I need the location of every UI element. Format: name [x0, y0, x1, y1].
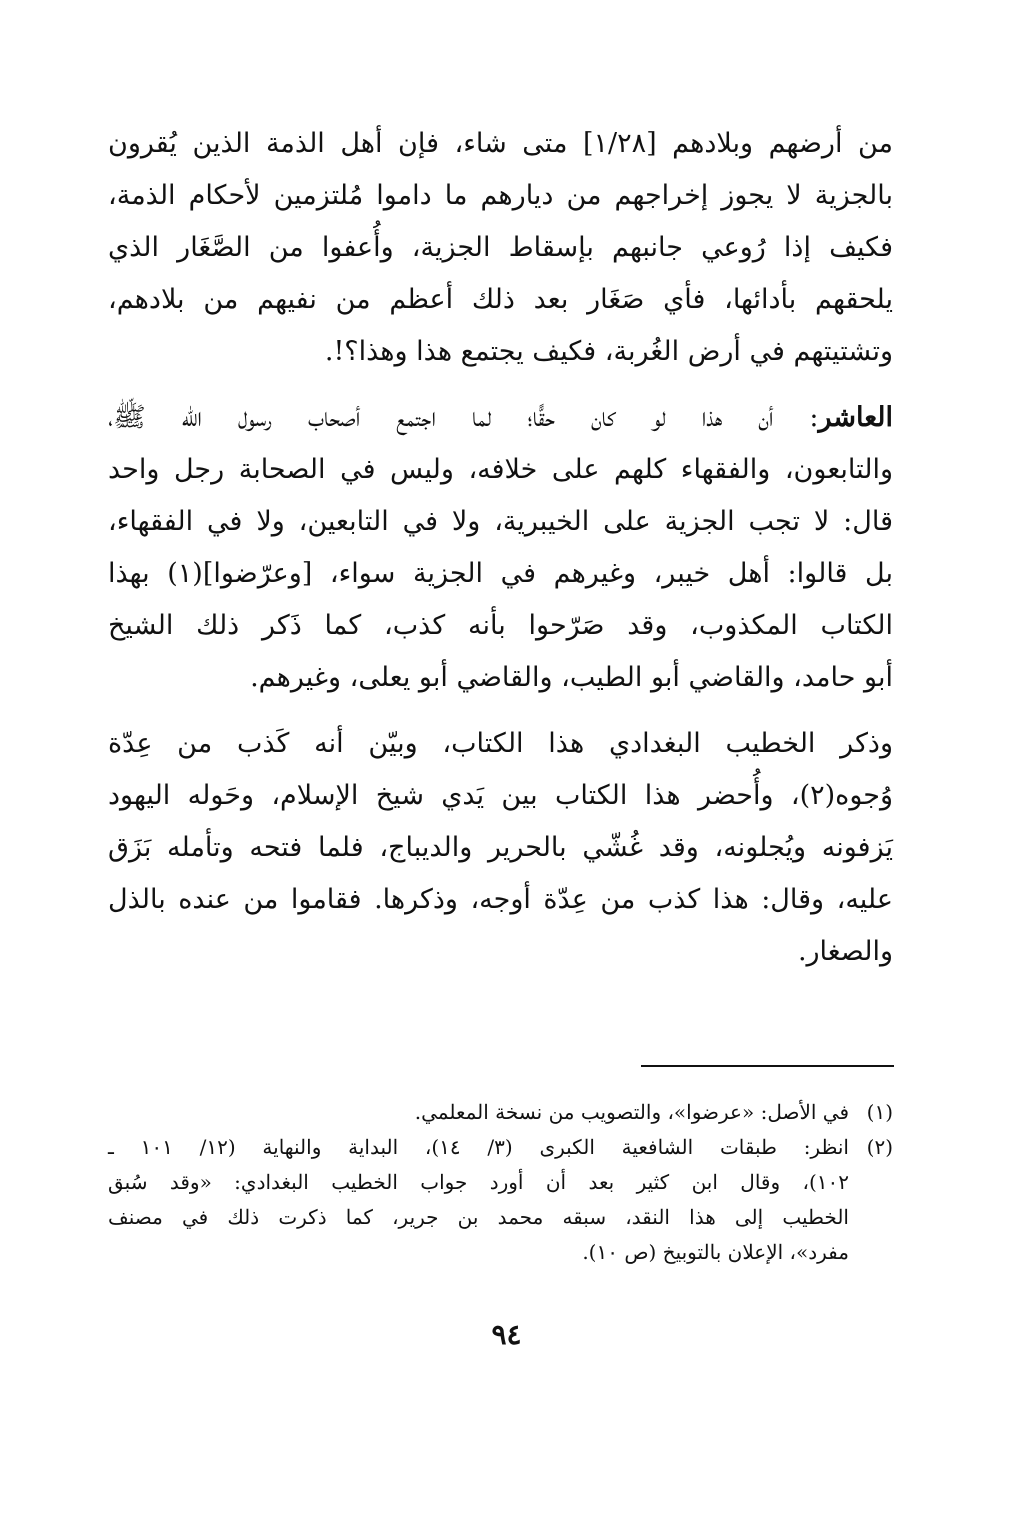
- footnote-number: (٢): [866, 1135, 893, 1159]
- footnote-line: في الأصل: «عرضوا»، والتصويب من نسخة المعلمي.: [414, 1100, 849, 1124]
- main-text: [108, 118, 893, 978]
- text-line: أبو حامد، والقاضي أبو الطيب، والقاضي أبو يعلى، وغيرهم.: [250, 662, 893, 693]
- text-line: يلحقهم بأدائها، فأي صَغَار بعد ذلك أعظم من نفيهم من بلادهم،: [108, 284, 893, 315]
- footnote-body: [108, 1095, 849, 1130]
- text-line: بالجزية لا يجوز إخراجهم من ديارهم ما داموا مُلتزمين لأحكام الذمة،: [108, 180, 893, 211]
- footnote-separator: [641, 1065, 894, 1067]
- paragraph-2: [108, 392, 893, 704]
- paragraph-1: [108, 118, 893, 378]
- footnote-line: مفرد»، الإعلان بالتوبيخ (ص ١٠).: [582, 1240, 849, 1264]
- footnote-1: [108, 1095, 893, 1130]
- section-lead: العاشر: [818, 402, 893, 433]
- footnote-body: [108, 1130, 849, 1270]
- footnotes: [108, 1095, 893, 1270]
- text-line: وتشتيتهم في أرض الغُربة، فكيف يجتمع هذا وهذا؟!.: [324, 336, 893, 367]
- text-line: وذكر الخطيب البغدادي هذا الكتاب، وبيّن أنه كَذب من عِدّة: [108, 728, 893, 759]
- text-line: من أرضهم وبلادهم [١/٢٨] متى شاء، فإن أهل الذمة الذين يُقرون: [108, 128, 893, 159]
- text-line: والتابعون، والفقهاء كلهم على خلافه، وليس في الصحابة رجل واحد: [108, 454, 893, 485]
- footnote-line: ١٠٢)، وقال ابن كثير بعد أن أورد جواب الخطيب البغدادي: «وقد سُبق: [108, 1170, 849, 1194]
- text-fragment: : أن هذا لو كان حقًّا؛ لما اجتمع أصحاب رسول الله ﷺ،: [108, 402, 819, 433]
- text-line: بل قالوا: أهل خيبر، وغيرهم في الجزية سواء، [وعرّضوا](١) بهذا: [108, 558, 894, 589]
- footnote-line: الخطيب إلى هذا النقد، سبقه محمد بن جرير، كما ذكرت ذلك في مصنف: [108, 1205, 849, 1229]
- paragraph-3: [108, 718, 893, 978]
- text-line: عليه، وقال: هذا كذب من عِدّة أوجه، وذكرها. فقاموا من عنده بالذل: [108, 884, 893, 915]
- page-number: ٩٤: [491, 1318, 522, 1351]
- footnote-line: انظر: طبقات الشافعية الكبرى (٣/ ١٤)، البداية والنهاية (١٢/ ١٠١ ـ: [108, 1135, 849, 1159]
- text-line: الكتاب المكذوب، وقد صَرّحوا بأنه كذب، كما ذَكر ذلك الشيخ: [108, 610, 893, 641]
- text-line: قال: لا تجب الجزية على الخيبرية، ولا في التابعين، ولا في الفقهاء،: [108, 506, 893, 537]
- footnote-number: (١): [866, 1100, 893, 1124]
- text-line-first: [108, 392, 893, 444]
- text-line: فكيف إذا رُوعي جانبهم بإسقاط الجزية، وأُعفوا من الصَّغَار الذي: [108, 232, 893, 263]
- footnote-2: [108, 1130, 893, 1270]
- text-line: وُجوه(٢)، وأُحضر هذا الكتاب بين يَدي شيخ الإسلام، وحَوله اليهود: [108, 780, 893, 811]
- text-line: والصغار.: [797, 936, 893, 967]
- text-line: يَزفونه ويُجلونه، وقد غُشّي بالحرير والديباج، فلما فتحه وتأمله بَزَق: [108, 832, 893, 863]
